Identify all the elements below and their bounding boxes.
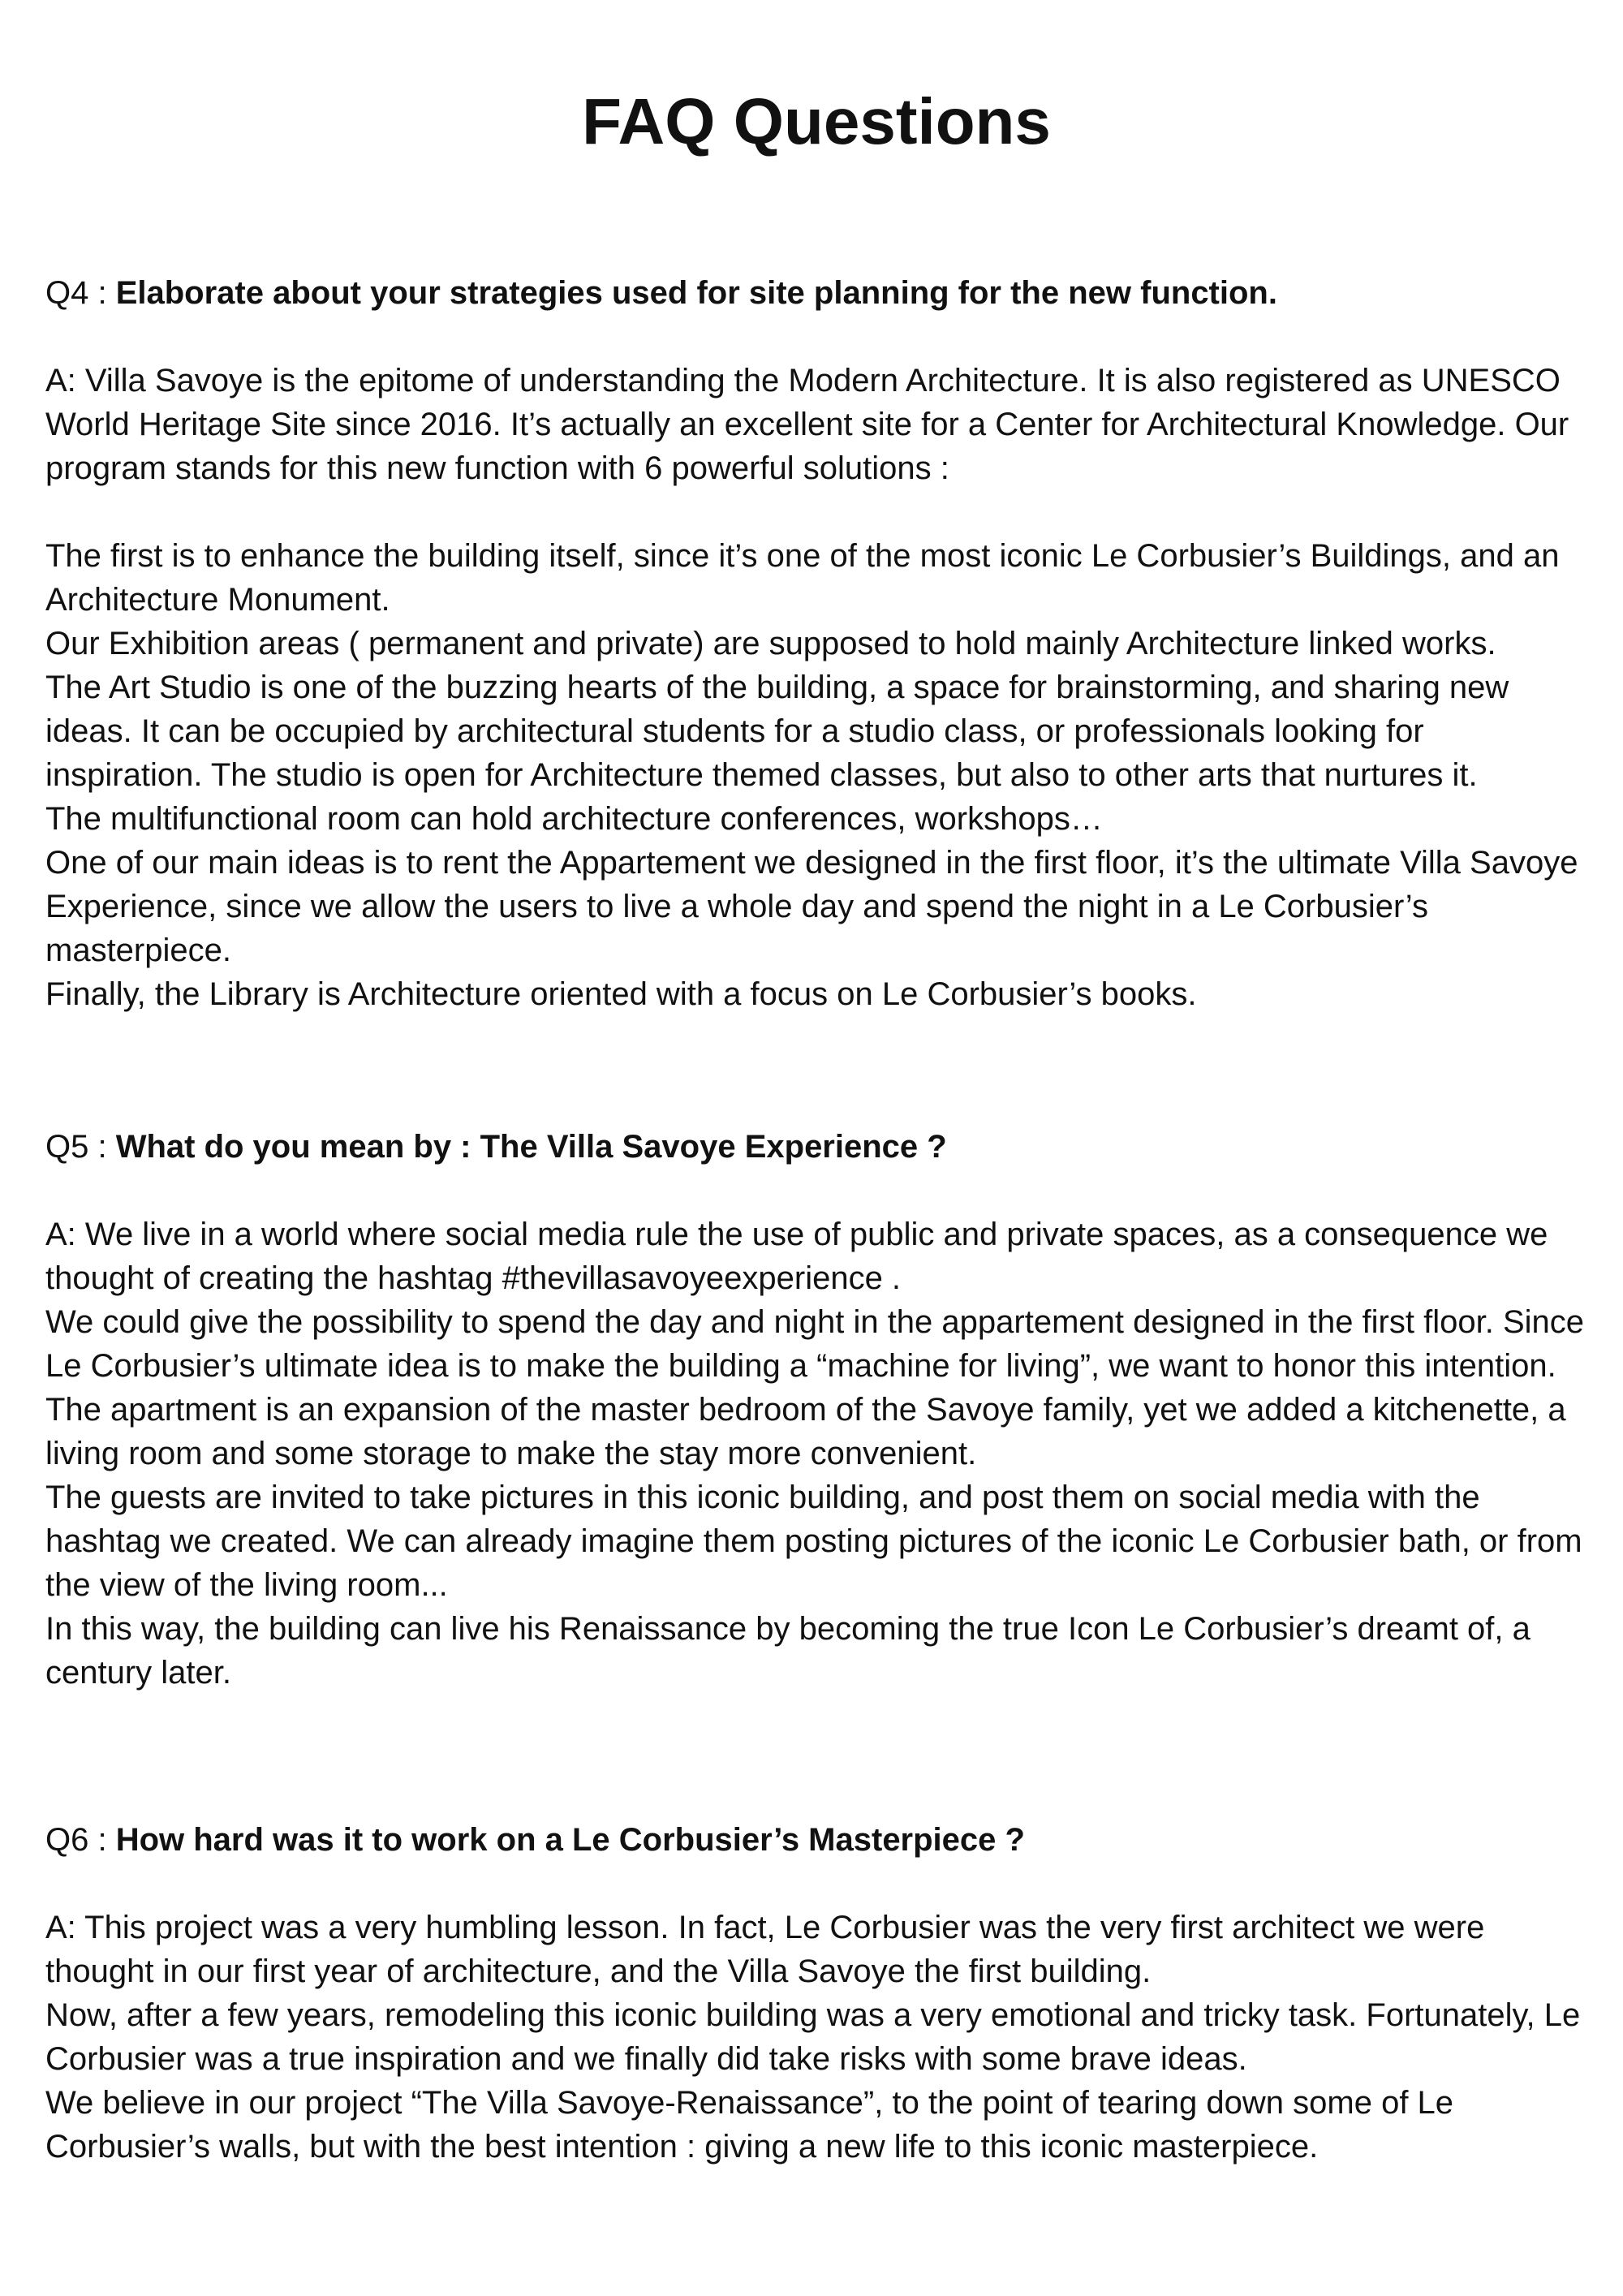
answer-q5 [45, 1213, 1587, 1695]
answer-paragraph: In this way, the building can live his Renaissance by becoming the true Icon Le Corbusier’s dreamt of, a century later. [45, 1611, 1530, 1691]
answer-paragraph: The multifunctional room can hold architecture conferences, workshops… [45, 801, 1103, 837]
question-label: Q5 : [45, 1129, 116, 1165]
question-q5 [45, 1125, 1587, 1169]
question-label: Q6 : [45, 1822, 116, 1858]
question-label: Q4 : [45, 275, 116, 311]
answer-paragraph: We believe in our project “The Villa Savoye-Renaissance”, to the point of tearing down some of Le Corbusier’s walls, but with the best intention : giving a new life to this iconic masterpiece. [45, 2085, 1454, 2165]
answer-paragraph: We could give the possibility to spend the day and night in the appartement designed in the first floor. Since Le Corbusier’s ultimate idea is to make the building a “machine for living”, we want to honor this intention. [45, 1304, 1584, 1384]
answer-paragraph: Our Exhibition areas ( permanent and private) are supposed to hold mainly Architecture linked works. [45, 626, 1496, 661]
answer-paragraph: The apartment is an expansion of the master bedroom of the Savoye family, yet we added a kitchenette, a living room and some storage to make the stay more convenient. [45, 1392, 1566, 1471]
answer-paragraph: Now, after a few years, remodeling this iconic building was a very emotional and tricky task. Fortunately, Le Corbusier was a true inspiration and we finally did take risks with some brave ideas. [45, 1997, 1581, 2077]
answer-q4 [45, 359, 1587, 1016]
answer-paragraph: A: Villa Savoye is the epitome of understanding the Modern Architecture. It is also registered as UNESCO World Heritage Site since 2016. It’s actually an excellent site for a Center for Architectural Knowledge. Our program stands for this new function with 6 powerful solutions : [45, 363, 1569, 486]
question-q6 [45, 1818, 1587, 1862]
answer-q6 [45, 1906, 1587, 2169]
answer-paragraph: The guests are invited to take pictures in this iconic building, and post them on social media with the hashtag we created. We can already imagine them posting pictures of the iconic Le Corbusier bath, or from the view of the living room... [45, 1480, 1582, 1603]
answer-paragraph: The Art Studio is one of the buzzing hearts of the building, a space for brainstorming, and sharing new ideas. It can be occupied by architectural students for a studio class, or professionals looking for inspiration. The studio is open for Architecture themed classes, but also to other arts that nurtures it. [45, 670, 1509, 793]
question-text: Elaborate about your strategies used for site planning for the new function. [115, 275, 1277, 311]
question-text: How hard was it to work on a Le Corbusier’s Masterpiece ? [115, 1822, 1025, 1858]
answer-paragraph: One of our main ideas is to rent the Appartement we designed in the first floor, it’s the ultimate Villa Savoye Experience, since we allow the users to live a whole day and spend the night in a Le Corbusier’s masterpiece. [45, 845, 1578, 968]
answer-paragraph: Finally, the Library is Architecture oriented with a focus on Le Corbusier’s books. [45, 976, 1197, 1012]
page-title: FAQ Questions [582, 85, 1051, 157]
answer-paragraph: A: We live in a world where social media rule the use of public and private spaces, as a consequence we thought of creating the hashtag #thevillasavoyeexperience . [45, 1217, 1548, 1296]
answer-paragraph: The first is to enhance the building itself, since it’s one of the most iconic Le Corbusier’s Buildings, and an Architecture Monument. [45, 538, 1560, 618]
answer-paragraph: A: This project was a very humbling lesson. In fact, Le Corbusier was the very first architect we were thought in our first year of architecture, and the Villa Savoye the first building. [45, 1910, 1485, 1989]
question-text: What do you mean by : The Villa Savoye Experience ? [115, 1129, 947, 1165]
question-q4 [45, 271, 1587, 315]
